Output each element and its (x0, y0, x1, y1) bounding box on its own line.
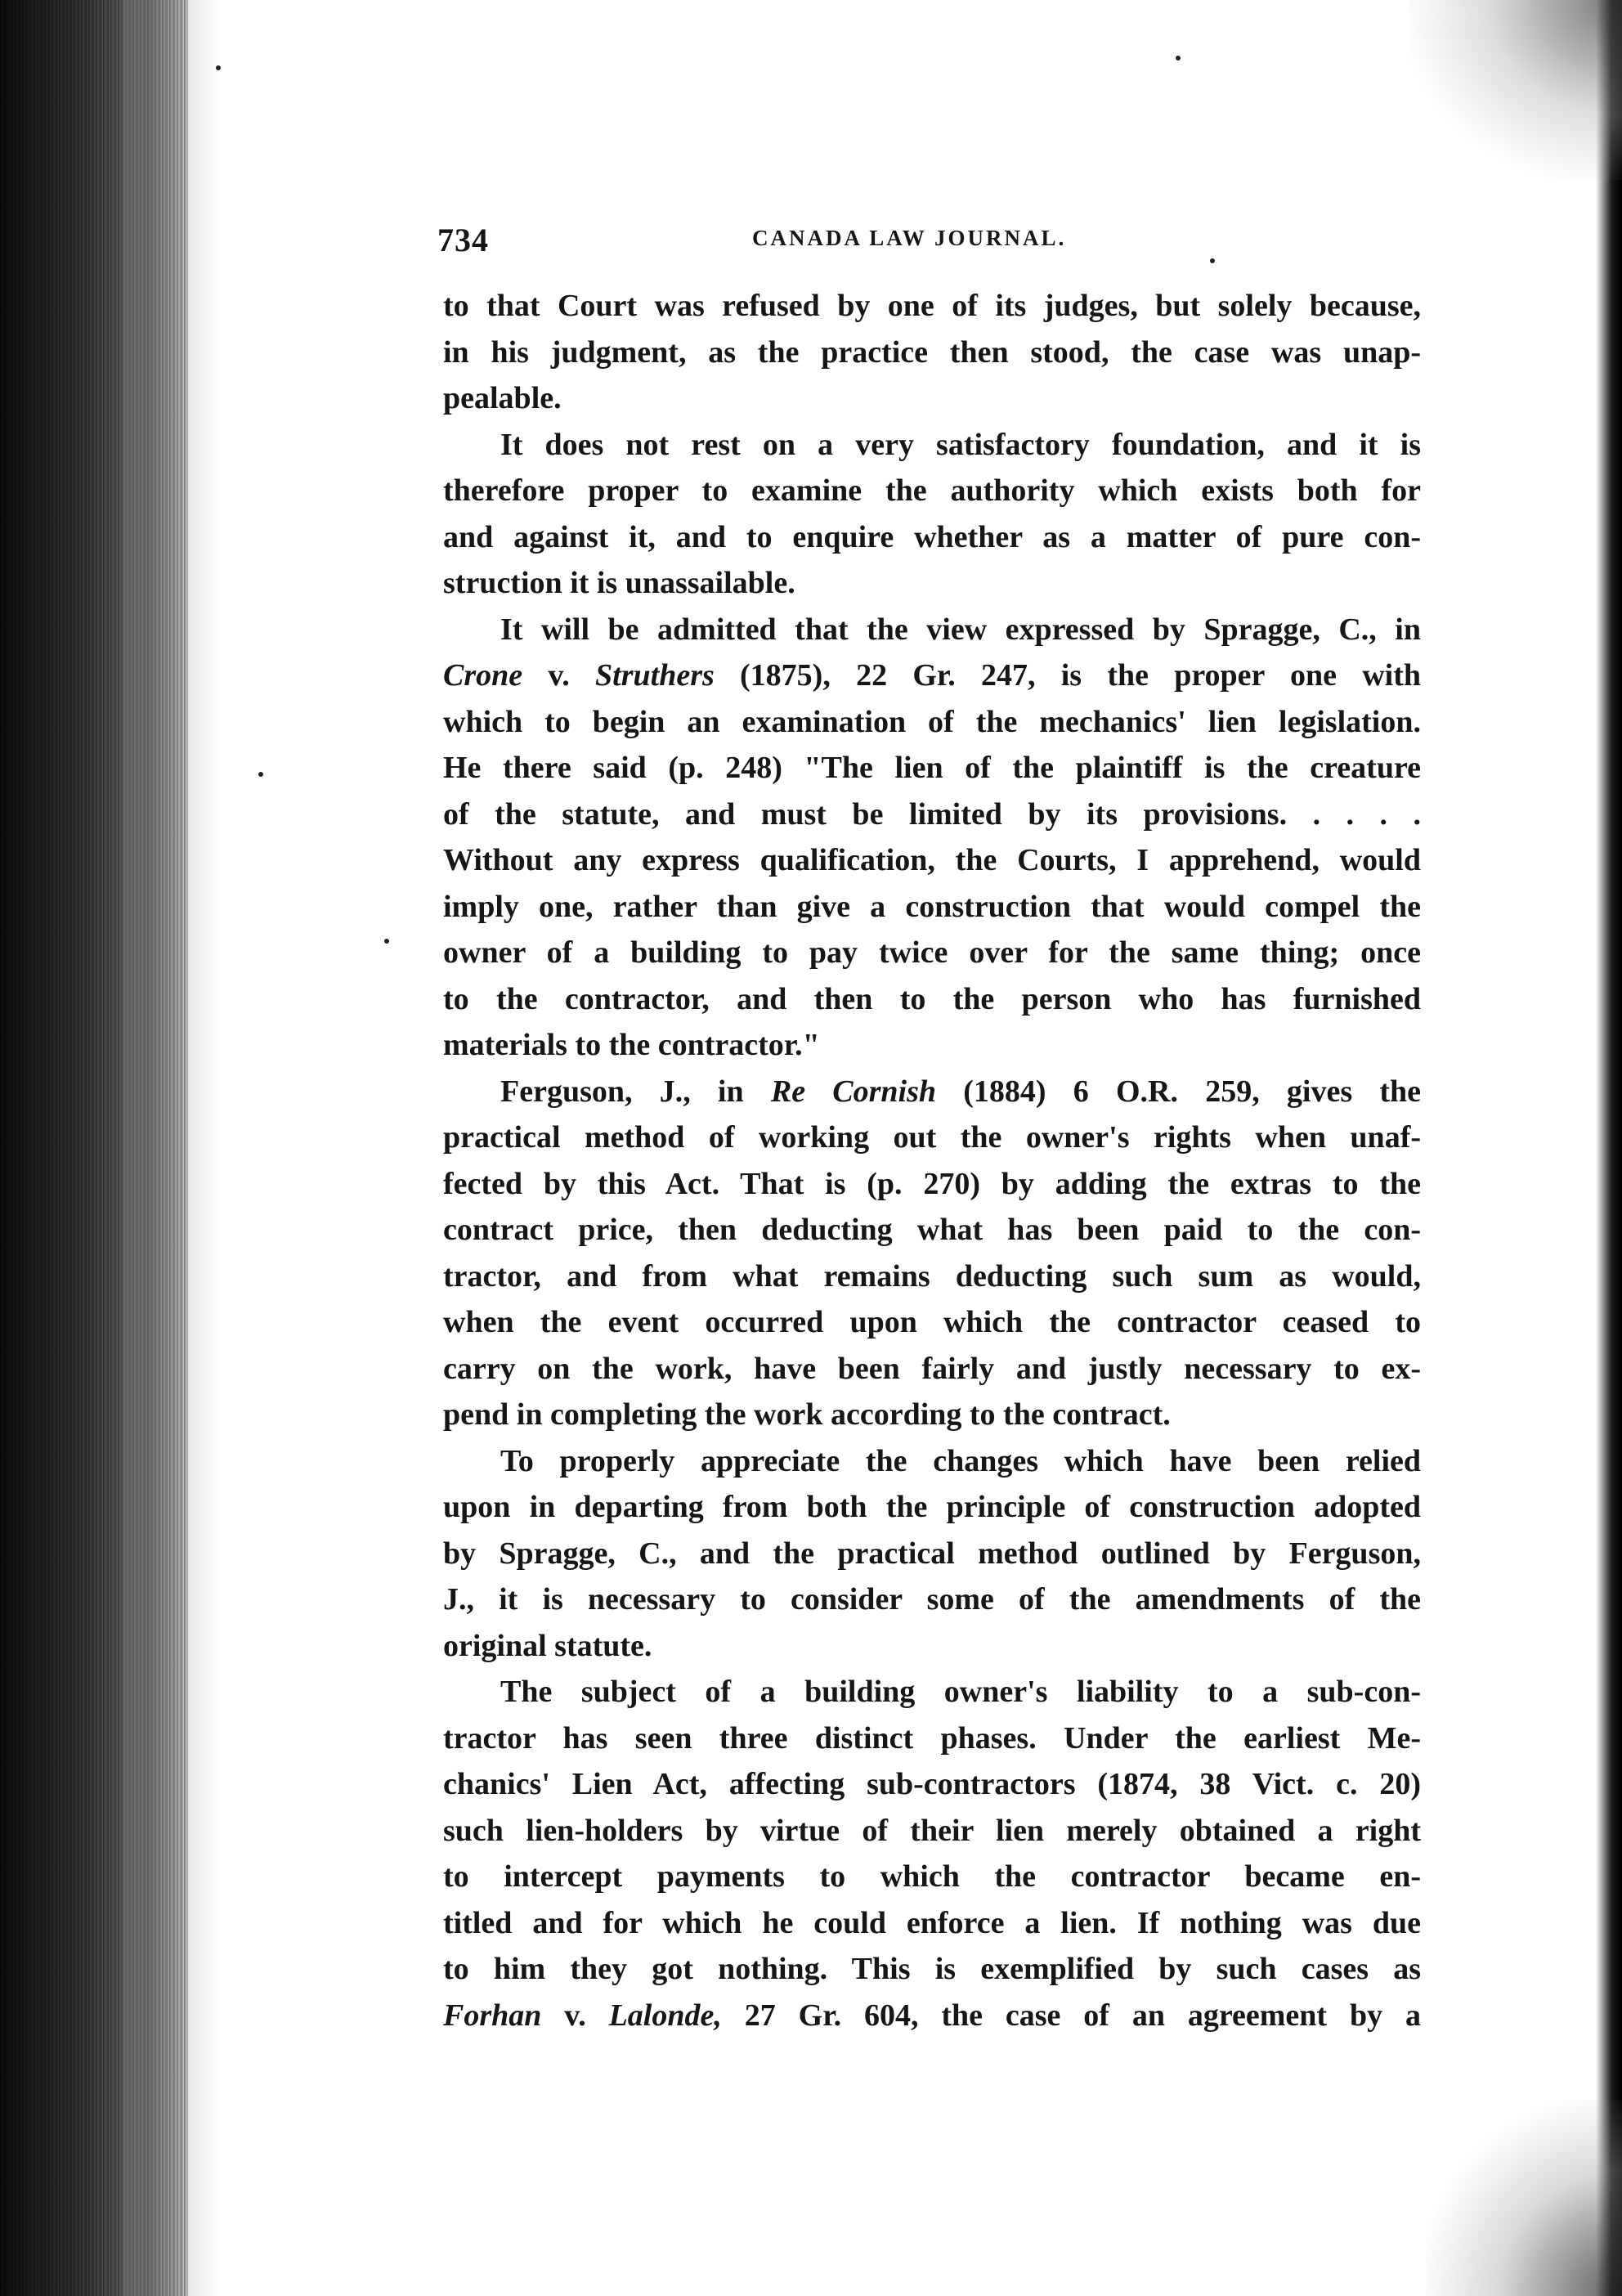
text-run: such lien-holders by virtue of their lien merely obtained a right (443, 1813, 1421, 1848)
text-run: to him they got nothing. This is exemplified by such cases as (443, 1952, 1421, 1986)
text-run: (1875), 22 Gr. 247, is the proper one with (714, 658, 1421, 693)
case-name: Lalonde, (608, 1998, 722, 2033)
text-line (443, 1576, 1421, 1623)
case-name: Re Cornish (770, 1074, 937, 1109)
text-run: struction it is unassailable. (443, 566, 795, 600)
text-line (443, 1299, 1421, 1346)
text-line (443, 375, 1421, 422)
text-run: and against it, and to enquire whether as a matter of pure con- (443, 519, 1421, 554)
text-run: by Spragge, C., and the practical method outlined by Ferguson, (443, 1536, 1421, 1571)
paragraph (443, 1669, 1421, 2038)
paragraph (443, 1069, 1421, 1438)
body-text (443, 283, 1421, 2038)
text-run: 27 Gr. 604, the case of an agreement by a (721, 1998, 1421, 2033)
text-line (443, 1114, 1421, 1161)
scan-speck (216, 65, 221, 70)
paragraph (443, 607, 1421, 1069)
text-run: v. (541, 1998, 609, 2033)
text-line (443, 283, 1421, 330)
text-line (443, 1761, 1421, 1808)
text-run: which to begin an examination of the mechanics' lien legislation. (443, 704, 1421, 739)
text-run: of the statute, and must be limited by its provisions. . . . . (443, 796, 1421, 832)
text-run: in his judgment, as the practice then stood, the case was unap- (443, 334, 1421, 370)
text-run: v. (522, 658, 596, 693)
text-line (443, 607, 1421, 653)
running-head: CANADA LAW JOURNAL. (752, 226, 1067, 250)
text-run: Ferguson, J., in (500, 1074, 771, 1109)
paragraph (443, 283, 1421, 422)
text-run: The subject of a building owner's liability to a sub-con- (500, 1675, 1421, 1709)
text-line (443, 1346, 1421, 1392)
text-line (443, 837, 1421, 884)
text-run: practical method of working out the owner's rights when unaf- (443, 1120, 1421, 1155)
text-run: fected by this Act. That is (p. 270) by adding the extras to the (443, 1166, 1421, 1201)
text-run: owner of a building to pay twice over for the same thing; once (443, 935, 1421, 970)
text-run: imply one, rather than give a construction that would compel the (443, 889, 1421, 924)
text-line (443, 1993, 1421, 2039)
case-name: Crone (443, 658, 523, 693)
scan-shadow-top-right (1409, 0, 1622, 180)
text-run: contract price, then deducting what has been paid to the con- (443, 1213, 1421, 1247)
text-line (443, 884, 1421, 931)
text-run: to the contractor, and then to the person who has furnished (443, 981, 1421, 1016)
scan-speck (384, 939, 389, 944)
text-run: to intercept payments to which the contractor became en- (443, 1859, 1421, 1894)
text-run: tractor has seen three distinct phases. Under the earliest Me- (443, 1720, 1421, 1756)
text-run: titled and for which he could enforce a lien. If nothing was due (443, 1905, 1421, 1940)
text-line (443, 1531, 1421, 1577)
text-line (443, 745, 1421, 791)
text-line (443, 791, 1421, 838)
text-run: It will be admitted that the view expressed by Spragge, C., in (500, 612, 1421, 647)
text-line (443, 652, 1421, 699)
text-line (443, 560, 1421, 607)
text-run: It does not rest on a very satisfactory foundation, and it is (500, 427, 1421, 462)
scan-speck (258, 772, 263, 777)
case-name: Struthers (595, 658, 715, 693)
text-line (443, 1900, 1421, 1947)
text-line (443, 1022, 1421, 1069)
text-line (443, 1392, 1421, 1438)
text-line (443, 1438, 1421, 1485)
text-run: (1884) 6 O.R. 259, gives the (936, 1074, 1421, 1109)
text-run: J., it is necessary to consider some of the amendments of the (443, 1582, 1421, 1617)
text-run: pealable. (443, 381, 562, 415)
text-run: carry on the work, have been fairly and justly necessary to ex- (443, 1351, 1421, 1386)
text-line (443, 330, 1421, 376)
scan-shadow-left-fade (123, 0, 221, 2296)
text-line (443, 1623, 1421, 1670)
text-line (443, 1484, 1421, 1531)
text-line (443, 1253, 1421, 1300)
case-name: Forhan (443, 1998, 542, 2033)
text-run: original statute. (443, 1628, 652, 1663)
text-line (443, 1669, 1421, 1715)
text-run: He there said (p. 248) "The lien of the plaintiff is the creature (443, 751, 1421, 785)
text-run: pend in completing the work according to the contract. (443, 1397, 1171, 1432)
paragraph (443, 1438, 1421, 1670)
text-line (443, 514, 1421, 561)
text-line (443, 468, 1421, 514)
text-line (443, 930, 1421, 976)
text-line (443, 699, 1421, 746)
text-line (443, 422, 1421, 469)
text-run: upon in departing from both the principle of construction adopted (443, 1490, 1421, 1524)
text-run: To properly appreciate the changes which have been relied (500, 1443, 1421, 1478)
text-line (443, 1854, 1421, 1900)
text-line (443, 1946, 1421, 1993)
text-line (443, 976, 1421, 1023)
text-run: Without any express qualification, the Courts, I apprehend, would (443, 843, 1421, 877)
scan-speck (1176, 56, 1181, 61)
text-run: materials to the contractor." (443, 1028, 820, 1062)
paragraph (443, 422, 1421, 607)
text-line (443, 1161, 1421, 1208)
text-run: therefore proper to examine the authority which exists both for (443, 473, 1421, 508)
text-run: chanics' Lien Act, affecting sub-contractors (1874, 38 Vict. c. 20) (443, 1767, 1421, 1801)
page-number: 734 (437, 222, 489, 258)
scan-shadow-right (1596, 0, 1622, 2296)
text-line (443, 1069, 1421, 1115)
text-line (443, 1207, 1421, 1253)
text-line (443, 1808, 1421, 1854)
scan-speck (1210, 258, 1215, 263)
scan-shadow-bottom-right (1426, 2100, 1622, 2296)
text-run: to that Court was refused by one of its judges, but solely because, (443, 289, 1421, 323)
text-run: tractor, and from what remains deducting such sum as would, (443, 1258, 1421, 1294)
text-line (443, 1715, 1421, 1762)
text-run: when the event occurred upon which the contractor ceased to (443, 1305, 1421, 1339)
